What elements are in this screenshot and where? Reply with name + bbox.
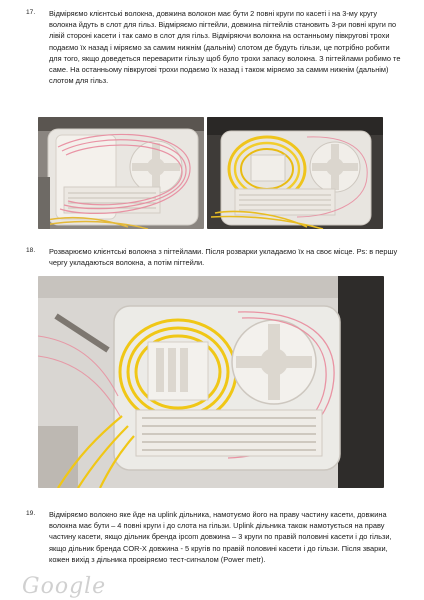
step-19-text: Відміряємо волокно яке йде на uplink дільника, намотуємо його на праву частину касети, довжина волокна має бути – 4 повні круги і до слота на гільзи. Uplink дільника також намотується на праву частину касети, якщо дільник бренда ipcom довжина – 3 круги по правій половині касети і до гільзи, якщо дільник бренда COR-X довжина - 5 кругів по правій половині касети і до гільзи. Після зварки, кожен вихід з дільника провіряємо тест-сигналом (Power metr).: [49, 510, 392, 564]
photo-spliced-cassette: [38, 276, 384, 488]
step-19-number: 19.: [26, 510, 36, 517]
spliced-cassette-image: [38, 276, 384, 488]
step-17-text: Відміряємо клієнтські волокна, довжина волокон має бути 2 повні круги по касеті і на 3-му кругу волокна йдуть в слот для гільз. Відміряємо пігтейли, довжина пігтейлів становить 3-ри повні круги по лівій стороні касети і так само в слот для гільз. Відміряючи волокна на останньому півкругові трохи подаємо їх назад і міряємо за самим нижнім (дальнім) слотом де будуть гільзи, це потрібно робити для того, якщо доведеться переварити гільзу щоб було трохи запасу волокна. З пігтейлами робимо те саме. На останньому півкругові трохи подаємо їх назад і також міряємо за самим нижнім (дальнім) слотом для гільз.: [49, 9, 401, 86]
step-17-number: 17.: [26, 9, 36, 16]
cassette-photo-left-image: [38, 117, 204, 229]
photo-cassette-pigtails-right: [207, 117, 383, 229]
step-18-text: Розварюємо клієнтські волокна з пігтейлами. Після розварки укладаємо їх на своє місце. Ps: в першу чергу укладаються волокна, а потім пігтейли.: [49, 247, 398, 268]
cassette-photo-right-image: [207, 117, 383, 229]
watermark: Google: [22, 574, 107, 599]
photo-cassette-fibers-left: [38, 117, 204, 229]
step-18-number: 18.: [26, 247, 36, 254]
